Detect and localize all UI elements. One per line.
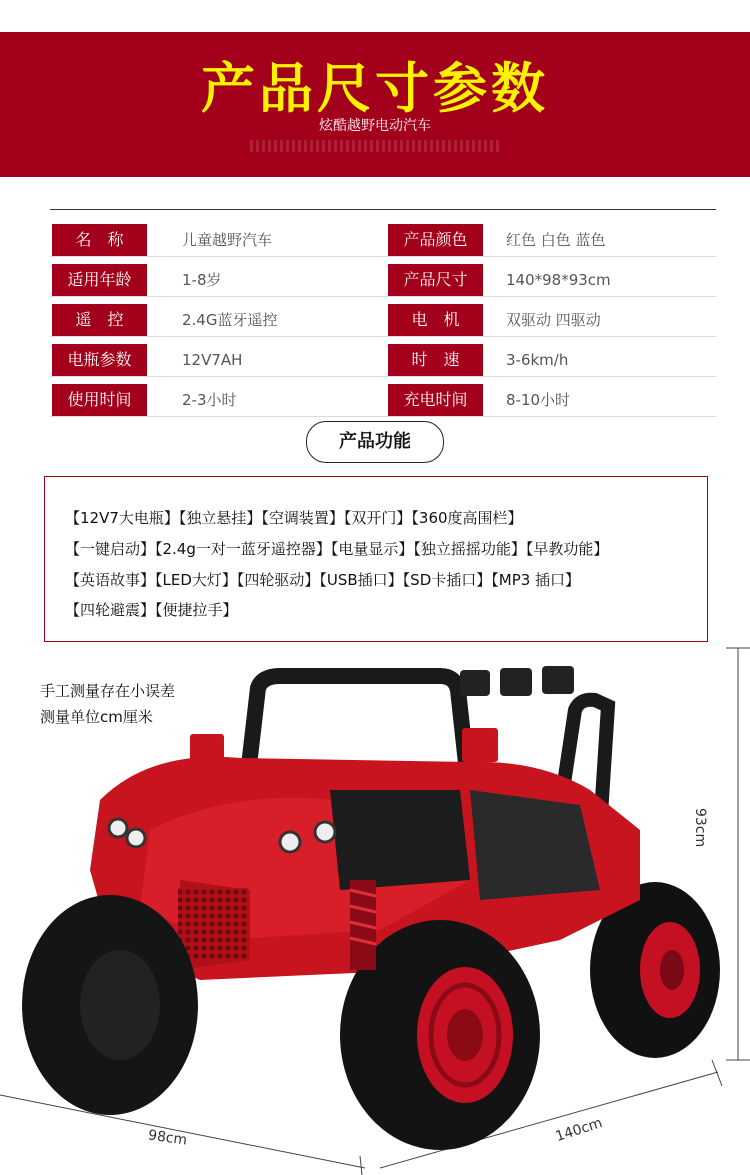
feature-line: 【一键启动】【2.4g一对一蓝牙遥控器】【电量显示】【独立摇摇功能】【早教功能】 — [65, 540, 609, 558]
spec-row — [50, 262, 716, 297]
page-subtitle: 炫酷越野电动汽车 — [319, 118, 431, 134]
spec-label: 产品颜色 — [388, 224, 483, 256]
left-mirror — [190, 734, 224, 764]
features-box — [44, 476, 708, 642]
spec-value: 2-3小时 — [182, 391, 237, 409]
feature-line: 【四轮避震】【便捷拉手】 — [65, 601, 238, 619]
front-left-wheel — [22, 895, 198, 1115]
spec-label: 充电时间 — [388, 384, 483, 416]
features-heading: 产品功能 — [306, 421, 444, 463]
feature-line: 【英语故事】【LED大灯】【四轮驱动】【USB插口】【SD卡插口】【MP3 插口】 — [65, 571, 581, 589]
suspension-spring — [350, 880, 376, 970]
spec-value: 140*98*93cm — [506, 271, 611, 289]
spec-value: 12V7AH — [182, 351, 243, 369]
height-dimension-line — [726, 648, 750, 1060]
spec-row — [50, 342, 716, 377]
spec-label: 使用时间 — [52, 384, 147, 416]
spec-value: 3-6km/h — [506, 351, 569, 369]
spec-label: 产品尺寸 — [388, 264, 483, 296]
spec-value: 2.4G蓝牙遥控 — [182, 311, 278, 329]
spec-row — [50, 222, 716, 257]
spec-value: 儿童越野汽车 — [182, 231, 273, 249]
length-label: 140cm — [553, 1114, 605, 1146]
spec-row — [50, 382, 716, 417]
spec-row — [50, 302, 716, 337]
spec-value: 双驱动 四驱动 — [506, 311, 601, 329]
width-label: 98cm — [147, 1127, 189, 1149]
spec-value: 红色 白色 蓝色 — [506, 231, 606, 249]
spec-label: 电 机 — [388, 304, 483, 336]
spec-label: 电瓶参数 — [52, 344, 147, 376]
spec-value: 8-10小时 — [506, 391, 571, 409]
spec-value: 1-8岁 — [182, 271, 222, 289]
divider — [50, 209, 716, 210]
spec-label: 适用年龄 — [52, 264, 147, 296]
banner-fine-print-decoration — [250, 140, 500, 152]
spec-label: 时 速 — [388, 344, 483, 376]
feature-line: 【12V7大电瓶】【独立悬挂】【空调装置】【双开门】【360度高围栏】 — [65, 509, 523, 527]
right-mirror — [462, 728, 498, 762]
product-image — [0, 640, 750, 1175]
measurement-note: 手工测量存在小误差 — [40, 682, 176, 700]
spec-label: 名 称 — [52, 224, 147, 256]
measurement-unit-note: 测量单位cm厘米 — [40, 708, 153, 726]
page-title: 产品尺寸参数 — [201, 57, 549, 120]
height-label: 93cm — [692, 808, 708, 848]
spec-label: 遥 控 — [52, 304, 147, 336]
